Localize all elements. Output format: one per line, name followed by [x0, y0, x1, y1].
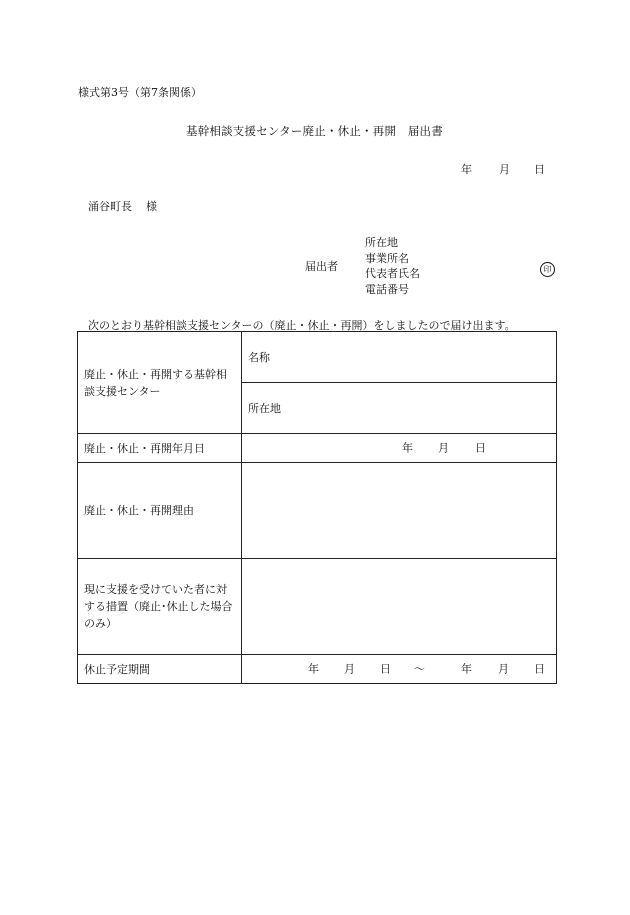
applicant-phone-label: 電話番号 — [365, 283, 409, 296]
period-label: 休止予定期間 — [78, 655, 242, 684]
date-field[interactable] — [242, 434, 557, 463]
period-to-year: 年 — [461, 662, 472, 676]
period-to-day: 日 — [534, 662, 545, 676]
period-from-month: 月 — [344, 662, 355, 676]
table-row — [78, 559, 557, 655]
document-title: 基幹相談支援センター廃止・休止・再開 届出書 — [186, 124, 443, 138]
period-from-day: 日 — [380, 662, 391, 676]
notice-text: 次のとおり基幹相談支援センターの（廃止・休止・再開）をしましたので届け出ます。 — [88, 319, 516, 332]
seal-mark: 印 — [540, 262, 555, 277]
center-label: 廃止・休止・再開する基幹相談支援センター — [78, 332, 242, 434]
table-row — [78, 463, 557, 559]
addressee-honorific: 様 — [146, 200, 157, 213]
applicant-office-name-label: 事業所名 — [365, 252, 409, 265]
applicant-label: 届出者 — [305, 260, 338, 273]
date-day-unit: 日 — [475, 441, 486, 455]
measures-label: 現に支援を受けていた者に対する措置（廃止･休止した場合のみ） — [78, 559, 242, 655]
period-to-month: 月 — [498, 662, 509, 676]
table-row — [78, 655, 557, 684]
addressee-name: 涌谷町長 — [88, 200, 132, 213]
reason-field[interactable] — [242, 463, 557, 559]
date-month-unit: 月 — [438, 441, 449, 455]
center-name-field[interactable]: 名称 — [242, 332, 557, 383]
period-from-year: 年 — [308, 662, 319, 676]
reason-label: 廃止・休止・再開理由 — [78, 463, 242, 559]
period-field[interactable] — [242, 655, 557, 684]
date-label: 廃止・休止・再開年月日 — [78, 434, 242, 463]
notification-table — [77, 331, 557, 684]
period-tilde: ～ — [414, 662, 425, 676]
applicant-address-label: 所在地 — [365, 236, 398, 249]
date-year-unit: 年 — [402, 441, 413, 455]
date-year-label: 年 — [461, 163, 472, 176]
table-row — [78, 434, 557, 463]
date-month-label: 月 — [499, 163, 510, 176]
table-row — [78, 332, 557, 383]
addressee — [88, 198, 157, 214]
date-day-label: 日 — [534, 163, 545, 176]
center-address-field[interactable]: 所在地 — [242, 383, 557, 434]
form-number: 様式第3号（第7条関係） — [78, 86, 202, 99]
measures-field[interactable] — [242, 559, 557, 655]
applicant-representative-label: 代表者氏名 — [365, 267, 420, 280]
